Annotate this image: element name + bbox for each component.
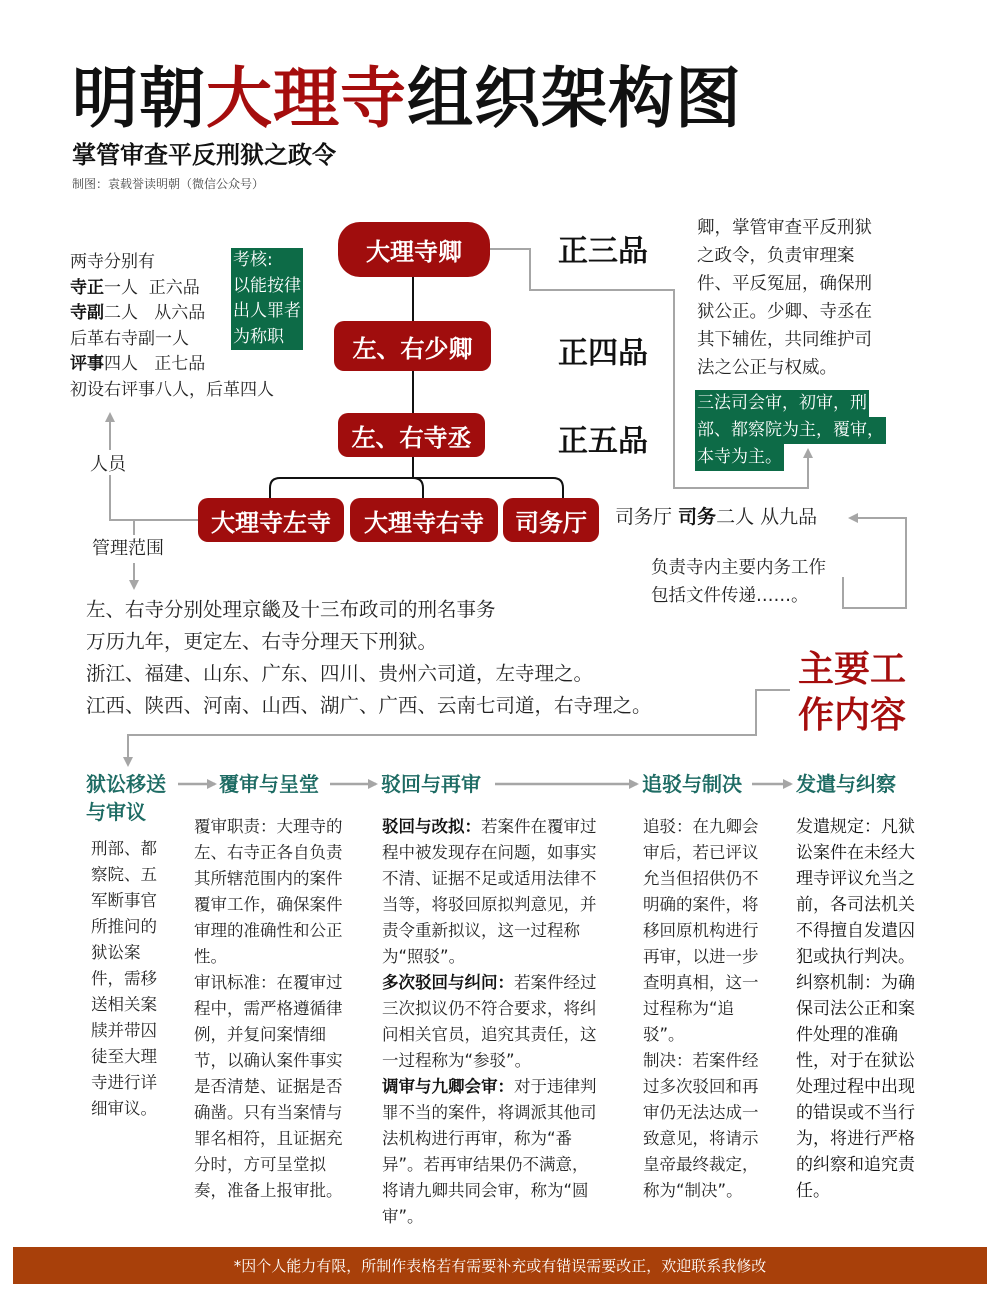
personnel-line: 寺副二人 从六品: [70, 303, 206, 323]
stage-3-detail: 驳回与改拟：若案件在覆审过 程中被发现存在问题，如事实 不清、证据不足或适用法律不 当等，将驳回原拟判意见，并 责令重新拟议，这一过程称 为“照驳”。 多次驳回与纠问：若案件经过 三次拟议仍不符合要求，将纠 问相关官员，追究其责任，这 一过程称为“参驳”。 调审与九卿会审：对于违律判 罪不当的案件，将调派其他司 法机构进行再审，称为“番 异”。若再审结果仍不满意， 将请九卿共同会审，称为“圆 审”。: [382, 817, 597, 1226]
duty-line: 负责寺内主要内务工作: [651, 558, 826, 578]
duty-line: 包括文件传递……。: [651, 586, 809, 606]
footer-text: *因个人能力有限，所制作表格若有需要补充或有错误需要改正，欢迎联系我修改: [233, 1257, 767, 1275]
description-line: 件、平反冤屈，确保刑: [697, 274, 872, 294]
personnel-line: 两寺分别有: [70, 252, 155, 272]
stage-title-line: 狱讼移送: [86, 772, 166, 796]
rank-shaoqing: 正四品: [558, 336, 648, 371]
stage-5-detail: 发遣规定：凡狱 讼案件在未经大 理寺评议允当之 前，各司法机关 不得擅自发遣囚 犯或执行判决。 纠察机制：为确 保司法公正和案 件处理的准确 性，对于在狱讼 处理过程中出现 的错误或不当行 为，将进行严格 的纠察和追究责 任。: [796, 817, 915, 1201]
title-highlight: 大理寺: [206, 59, 407, 137]
node-si-cheng: 左、右寺丞: [338, 413, 485, 457]
description-line: 卿，掌管审查平反刑狱: [697, 218, 872, 238]
assessment-note: [231, 248, 303, 350]
title-part: 组织架构图: [407, 59, 742, 137]
heading-line: 作内容: [798, 694, 907, 736]
personnel-line: 后革右寺副一人: [70, 328, 189, 349]
stage-2-title: 覆审与呈堂: [219, 772, 319, 796]
page-subtitle: 掌管审查平反刑狱之政令: [72, 140, 336, 169]
node-siwu-ting: 司务厅: [503, 498, 599, 542]
description-line: 其下辅佐，共同维护司: [697, 330, 872, 350]
trial-note-line: 部、都察院为主，覆审，: [695, 417, 886, 444]
main-work-heading: [798, 646, 906, 738]
node-da-li-si-qing: 大理寺卿: [338, 222, 490, 277]
jurisdiction-text: [86, 594, 652, 722]
jurisdiction-line: 浙江、福建、山东、广东、四川、贵州六司道，左寺理之。: [86, 662, 594, 685]
stage-3-title: 驳回与再审: [381, 772, 481, 796]
stage-4-detail: 追驳：在九卿会 审后，若已评议 允当但招供仍不 明确的案件，将 移回原机构进行 再审，以进一步 查明真相，这一 过程称为“追 驳”。 制决：若案件经 过多次驳回和再 审仍无法达成一 致意见，将请示 皇帝最终裁定， 称为“制决”。: [643, 817, 759, 1200]
heading-line: 主要工: [798, 648, 907, 690]
credit-line: 制图：袁载誉读明朝（微信公众号）: [72, 177, 265, 191]
personnel-label: 人员: [90, 454, 126, 475]
description-line: 法之公正与权威。: [697, 358, 837, 378]
rank-qing: 正三品: [558, 234, 648, 269]
stage-1-title: [86, 770, 166, 826]
trial-note-line: 本寺为主。: [695, 444, 784, 471]
description-line: 之政令，负责审理案: [697, 246, 855, 266]
siwu-duty: [651, 554, 826, 610]
node-right-temple: 大理寺右寺: [350, 498, 498, 542]
personnel-line: 初设右评事八人，后革四人: [70, 379, 274, 400]
personnel-line: 寺正一人 正六品: [70, 277, 200, 298]
footer-banner: [13, 1247, 987, 1284]
stage-title-line: 与审议: [86, 800, 146, 824]
node-shao-qing: 左、右少卿: [334, 321, 491, 371]
assessment-line: 出人罪者: [233, 301, 301, 321]
siwu-staff: 司务厅 司务二人 从九品: [615, 506, 818, 528]
description-line: 狱公正。少卿、寺丞在: [697, 302, 872, 322]
rank-sicheng: 正五品: [558, 424, 648, 459]
qing-description: [697, 214, 872, 382]
trial-note-line: 三法司会审，初审，刑: [695, 390, 869, 417]
title-part: 明朝: [72, 59, 206, 137]
trial-note: [695, 390, 886, 471]
personnel-line: 评事四人 正七品: [70, 354, 206, 374]
assessment-line: 以能按律: [233, 275, 301, 296]
page-title: [72, 58, 742, 138]
stage-1-detail: 刑部、都 察院、五 军断事官 所推问的 狱讼案 件，需移 送相关案 牍并带囚 徒至大理 寺进行详 细审议。: [91, 839, 157, 1118]
jurisdiction-line: 万历九年，更定左、右寺分理天下刑狱。: [86, 630, 438, 653]
node-left-temple: 大理寺左寺: [198, 498, 344, 542]
assessment-line: 为称职: [233, 326, 284, 347]
stage-5-title: 发遣与纠察: [796, 772, 896, 796]
assessment-line: 考核:: [233, 250, 273, 270]
jurisdiction-line: 左、右寺分别处理京畿及十三布政司的刑名事务: [86, 598, 496, 621]
stage-4-title: 追驳与制决: [642, 772, 742, 796]
stage-2-detail: 覆审职责：大理寺的 左、右寺正各自负责 其所辖范围内的案件 覆审工作，确保案件 审理的准确性和公正 性。 审讯标准：在覆审过 程中，需严格遵循律 例，并复问案情细 节，以确认案件事实 是否清楚、证据是否 确凿。只有当案情与 罪名相符，且证据充 分时，方可呈堂拟 奏，准备上报审批。: [194, 817, 343, 1200]
jurisdiction-label: 管理范围: [92, 538, 164, 559]
jurisdiction-line: 江西、陕西、河南、山西、湖广、广西、云南七司道，右寺理之。: [86, 694, 652, 717]
